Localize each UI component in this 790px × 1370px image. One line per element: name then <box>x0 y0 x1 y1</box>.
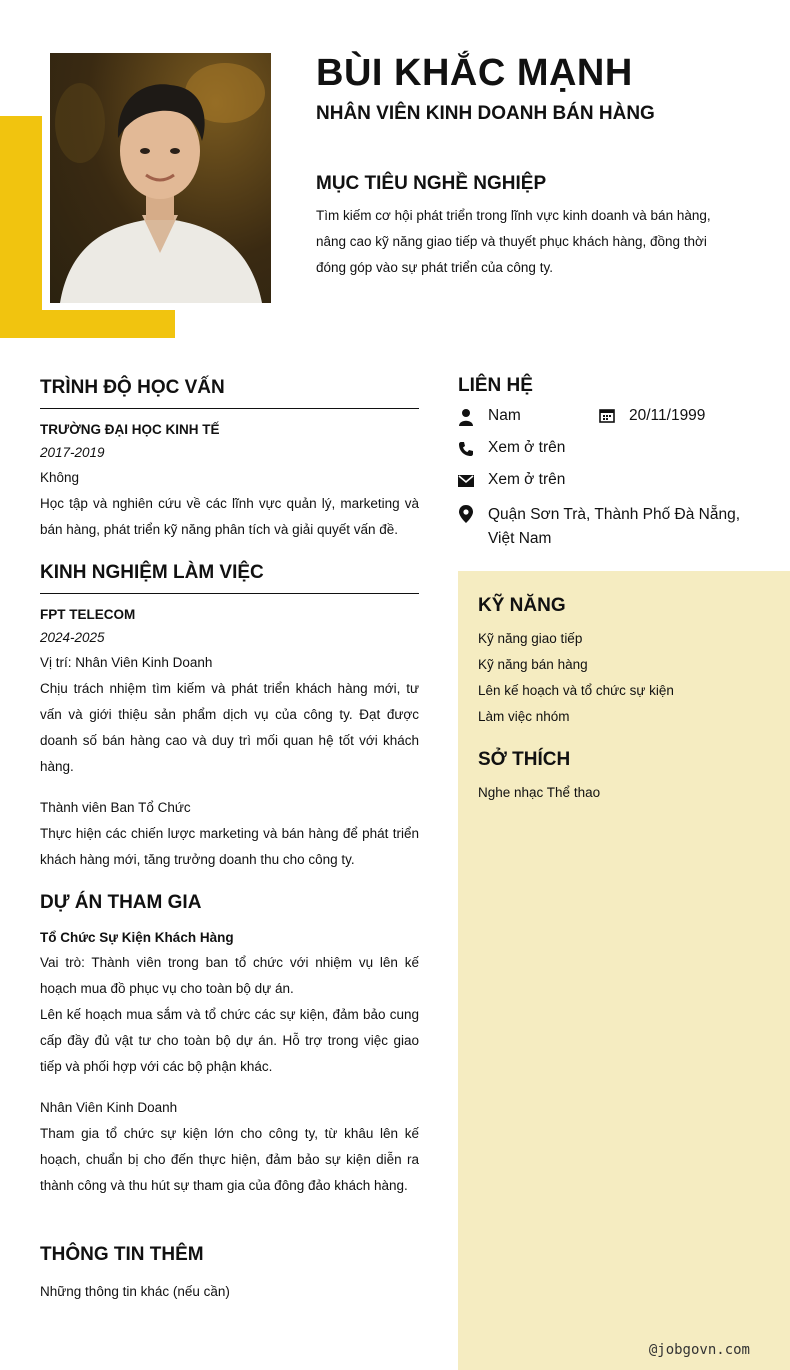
location-icon <box>458 505 474 521</box>
education-school: TRƯỜNG ĐẠI HỌC KINH TẾ <box>40 422 220 437</box>
projects-heading: DỰ ÁN THAM GIA <box>40 892 202 913</box>
extra-heading: THÔNG TIN THÊM <box>40 1244 204 1265</box>
project-role: Vai trò: Thành viên trong ban tổ chức với nhiệm vụ lên kế hoạch mua đồ phục vụ cho toàn bộ dự án. <box>40 955 419 996</box>
experience-position: Vị trí: Nhân Viên Kinh Doanh <box>40 655 213 670</box>
skill-item: Kỹ năng giao tiếp <box>478 631 583 646</box>
experience-heading: KINH NGHIỆM LÀM VIỆC <box>40 562 264 583</box>
profile-photo <box>50 53 271 303</box>
contact-address: Quận Sơn Trà, Thành Phố Đà Nẵng, Việt Nam <box>488 506 741 547</box>
project-description: Lên kế hoạch mua sắm và tổ chức các sự kiện, đảm bảo cung cấp đầy đủ vật tư cho toàn bộ dự án. Hỗ trợ trong việc giao tiếp và phối hợp với các bộ phận khác. <box>40 1007 419 1074</box>
objective-heading: MỤC TIÊU NGHỀ NGHIỆP <box>316 173 547 194</box>
watermark: @jobgovn.com <box>648 1342 750 1358</box>
project-role2: Nhân Viên Kinh Doanh <box>40 1100 178 1115</box>
experience-years: 2024-2025 <box>40 630 105 645</box>
education-description: Học tập và nghiên cứu về các lĩnh vực quản lý, marketing và bán hàng, phát triển kỹ năng phân tích và giải quyết vấn đề. <box>40 496 419 537</box>
phone-icon <box>458 441 474 457</box>
contact-heading: LIÊN HỆ <box>458 375 533 396</box>
skill-item: Kỹ năng bán hàng <box>478 657 588 672</box>
divider <box>40 593 419 594</box>
education-heading: TRÌNH ĐỘ HỌC VẤN <box>40 377 225 398</box>
mail-icon <box>458 474 474 490</box>
contact-phone[interactable]: Xem ở trên <box>488 439 566 456</box>
calendar-icon <box>599 408 615 424</box>
skill-item: Làm việc nhóm <box>478 709 570 724</box>
education-degree: Không <box>40 470 80 485</box>
portrait-illustration <box>50 53 271 303</box>
experience-role2: Thành viên Ban Tổ Chức <box>40 800 191 815</box>
project-name: Tổ Chức Sự Kiện Khách Hàng <box>40 930 234 945</box>
hobbies-text: Nghe nhạc Thể thao <box>478 785 601 800</box>
contact-birthday: 20/11/1999 <box>629 407 706 424</box>
project-description2: Tham gia tổ chức sự kiện lớn cho công ty, từ khâu lên kế hoạch, chuẩn bị cho đến thực hiện, đảm bảo sự kiện diễn ra thành công và thu hút sự tham gia của đông đảo khách hàng. <box>40 1126 419 1193</box>
experience-description2: Thực hiện các chiến lược marketing và bán hàng để phát triển khách hàng mới, tăng trưởng doanh thu cho công ty. <box>40 826 419 867</box>
accent-bar-horizontal <box>0 310 175 338</box>
divider <box>40 408 419 409</box>
candidate-name: BÙI KHẮC MẠNH <box>316 52 633 94</box>
experience-company: FPT TELECOM <box>40 607 136 622</box>
experience-description: Chịu trách nhiệm tìm kiếm và phát triển khách hàng mới, tư vấn và giới thiệu sản phẩm dịch vụ của công ty. Đạt được doanh số bán hàng cao và duy trì mối quan hệ tốt với khách hàng. <box>40 681 419 774</box>
objective-text: Tìm kiếm cơ hội phát triển trong lĩnh vực kinh doanh và bán hàng, nâng cao kỹ năng giao tiếp và thuyết phục khách hàng, đồng thời đóng góp vào sự phát triển của công ty. <box>316 208 711 275</box>
contact-email[interactable]: Xem ở trên <box>488 471 566 488</box>
person-icon <box>458 408 474 424</box>
education-years: 2017-2019 <box>40 445 105 460</box>
skills-heading: KỸ NĂNG <box>478 595 566 616</box>
hobbies-heading: SỞ THÍCH <box>478 749 571 770</box>
extra-text: Những thông tin khác (nếu cần) <box>40 1284 230 1299</box>
skill-item: Lên kế hoạch và tổ chức sự kiện <box>478 683 674 698</box>
accent-bar-vertical <box>0 116 42 338</box>
candidate-title: NHÂN VIÊN KINH DOANH BÁN HÀNG <box>316 103 655 124</box>
contact-gender: Nam <box>488 407 521 424</box>
